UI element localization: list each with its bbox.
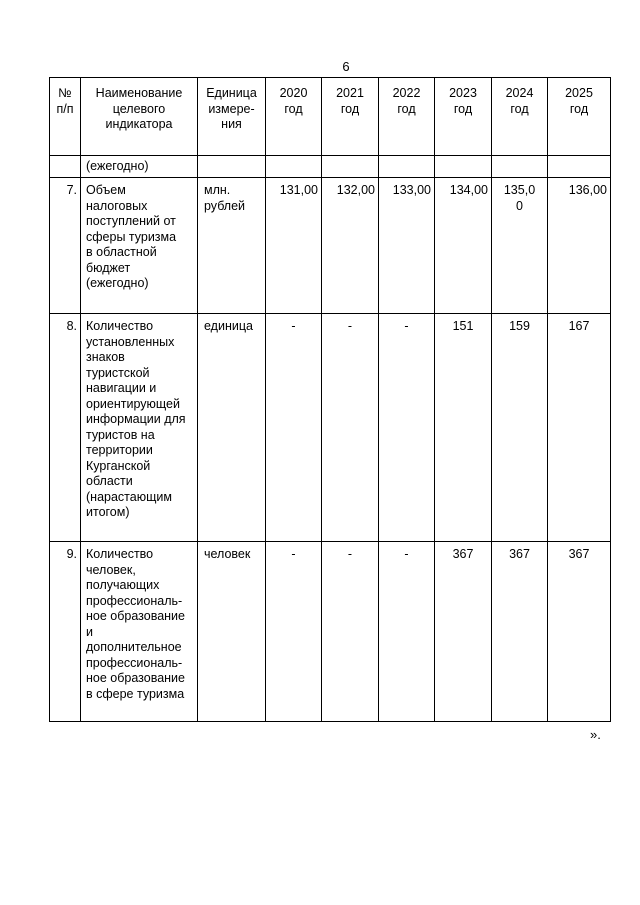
cell-empty (50, 156, 81, 178)
cell-empty (492, 156, 548, 178)
cell-empty (266, 156, 322, 178)
cell-empty (379, 156, 435, 178)
cell-num: 7. (50, 178, 81, 314)
cell-2022: 133,00 (379, 178, 435, 314)
header-2021: 2021 год (322, 78, 379, 156)
cell-2023: 134,00 (435, 178, 492, 314)
table-row (50, 314, 611, 542)
indicators-table (49, 77, 611, 722)
table-row-continuation (50, 156, 611, 178)
header-2022: 2022 год (379, 78, 435, 156)
cell-2021: 132,00 (322, 178, 379, 314)
cell-2022: - (379, 314, 435, 542)
cell-num: 9. (50, 542, 81, 722)
cell-empty (548, 156, 611, 178)
cell-2020: - (266, 542, 322, 722)
cell-name: Объем налоговых поступлений от сферы туризма в областной бюджет (ежегодно) (81, 178, 198, 314)
page-number: 6 (342, 59, 350, 74)
cell-2021: - (322, 542, 379, 722)
table-header-row (50, 78, 611, 156)
cell-empty (435, 156, 492, 178)
cell-2024: 159 (492, 314, 548, 542)
header-2020: 2020 год (266, 78, 322, 156)
header-2024: 2024 год (492, 78, 548, 156)
cell-2024: 135,0 0 (492, 178, 548, 314)
cell-unit: единица (198, 314, 266, 542)
closing-quote-mark: ». (590, 727, 601, 742)
cell-2020: - (266, 314, 322, 542)
cell-name: Количество установленных знаков туристской навигации и ориентирующей информации для туристов на территории Курганской области (нарастающим итогом) (81, 314, 198, 542)
cell-2023: 367 (435, 542, 492, 722)
cell-2025: 136,00 (548, 178, 611, 314)
cell-unit: млн. рублей (198, 178, 266, 314)
cell-unit: человек (198, 542, 266, 722)
cell-2024: 367 (492, 542, 548, 722)
header-unit: Единица измере- ния (198, 78, 266, 156)
cell-name: (ежегодно) (81, 156, 198, 178)
cell-name: Количество человек, получающих профессиональ- ное образование и дополнительное профессиональ- ное образование в сфере туризма (81, 542, 198, 722)
header-num: № п/п (50, 78, 81, 156)
cell-empty (198, 156, 266, 178)
header-2023: 2023 год (435, 78, 492, 156)
header-2025: 2025 год (548, 78, 611, 156)
cell-empty (322, 156, 379, 178)
table-row (50, 178, 611, 314)
cell-2025: 367 (548, 542, 611, 722)
cell-2022: - (379, 542, 435, 722)
cell-2021: - (322, 314, 379, 542)
cell-num: 8. (50, 314, 81, 542)
cell-2023: 151 (435, 314, 492, 542)
table-row (50, 542, 611, 722)
header-name: Наименование целевого индикатора (81, 78, 198, 156)
cell-2025: 167 (548, 314, 611, 542)
cell-2020: 131,00 (266, 178, 322, 314)
